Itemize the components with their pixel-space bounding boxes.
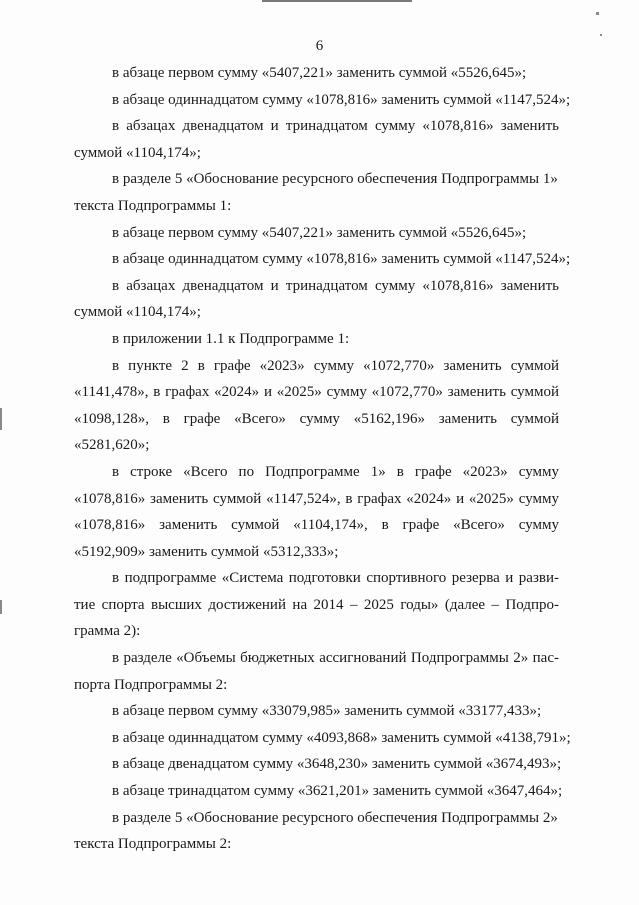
text-line: «1078,816» заменить суммой «1104,174», в графе «Всего» сумму xyxy=(74,517,559,534)
text-line: в подпрограмме «Система подготовки спортивного резерва и разви- xyxy=(112,570,559,587)
text-line: «5192,909» заменить суммой «5312,333»; xyxy=(74,543,339,560)
text-line: в абзаце одиннадцатом сумму «1078,816» заменить суммой «1147,524»; xyxy=(112,251,571,268)
text-line: в абзацах двенадцатом и тринадцатом сумму «1078,816» заменить xyxy=(112,277,559,294)
top-rule xyxy=(262,0,412,2)
text-line: в абзаце тринадцатом сумму «3621,201» заменить суммой «3647,464»; xyxy=(112,783,563,800)
text-line: «5281,620»; xyxy=(74,437,150,454)
text-line: в разделе 5 «Обоснование ресурсного обеспечения Подпрограммы 2» xyxy=(112,809,558,826)
text-line: «1098,128», в графе «Всего» сумму «5162,196» заменить суммой xyxy=(74,410,559,427)
text-line: в абзаце двенадцатом сумму «3648,230» заменить суммой «3674,493»; xyxy=(112,756,562,773)
text-line: текста Подпрограммы 2: xyxy=(74,836,232,853)
scan-speck xyxy=(596,12,599,15)
scan-speck xyxy=(600,34,602,36)
text-line: тие спорта высших достижений на 2014 – 2025 годы» (далее – Подпро- xyxy=(74,596,559,613)
text-line: суммой «1104,174»; xyxy=(74,304,201,321)
text-line: грамма 2): xyxy=(74,623,141,640)
text-line: текста Подпрограммы 1: xyxy=(74,197,232,214)
text-line: порта Подпрограммы 2: xyxy=(74,676,228,693)
text-line: в абзаце первом сумму «5407,221» заменить суммой «5526,645»; xyxy=(112,224,527,241)
scan-speck xyxy=(0,600,2,614)
document-body xyxy=(74,60,571,858)
text-line: в разделе «Объемы бюджетных ассигнований Подпрограммы 2» пас- xyxy=(112,650,559,667)
text-line: в абзаце первом сумму «5407,221» заменить суммой «5526,645»; xyxy=(112,65,527,81)
text-line: суммой «1104,174»; xyxy=(74,144,201,161)
text-line: в строке «Всего по Подпрограмме 1» в графе «2023» сумму xyxy=(112,463,559,480)
page-number: 6 xyxy=(315,38,324,54)
scan-speck xyxy=(0,408,2,430)
text-line: «1141,478», в графах «2024» и «2025» сумму «1072,770» заменить суммой xyxy=(74,384,559,401)
text-line: в абзаце одиннадцатом сумму «1078,816» заменить суммой «1147,524»; xyxy=(112,91,571,108)
text-line: в пункте 2 в графе «2023» сумму «1072,770» заменить суммой xyxy=(112,357,559,374)
text-line: в разделе 5 «Обоснование ресурсного обеспечения Подпрограммы 1» xyxy=(112,171,558,188)
text-line: в абзаце первом сумму «33079,985» заменить суммой «33177,433»; xyxy=(112,703,542,720)
text-line: в абзацах двенадцатом и тринадцатом сумму «1078,816» заменить xyxy=(112,118,559,135)
text-line: в абзаце одиннадцатом сумму «4093,868» заменить суммой «4138,791»; xyxy=(112,729,571,746)
text-line: в приложении 1.1 к Подпрограмме 1: xyxy=(112,330,350,347)
text-line: «1078,816» заменить суммой «1147,524», в графах «2024» и «2025» сумму xyxy=(74,490,559,507)
